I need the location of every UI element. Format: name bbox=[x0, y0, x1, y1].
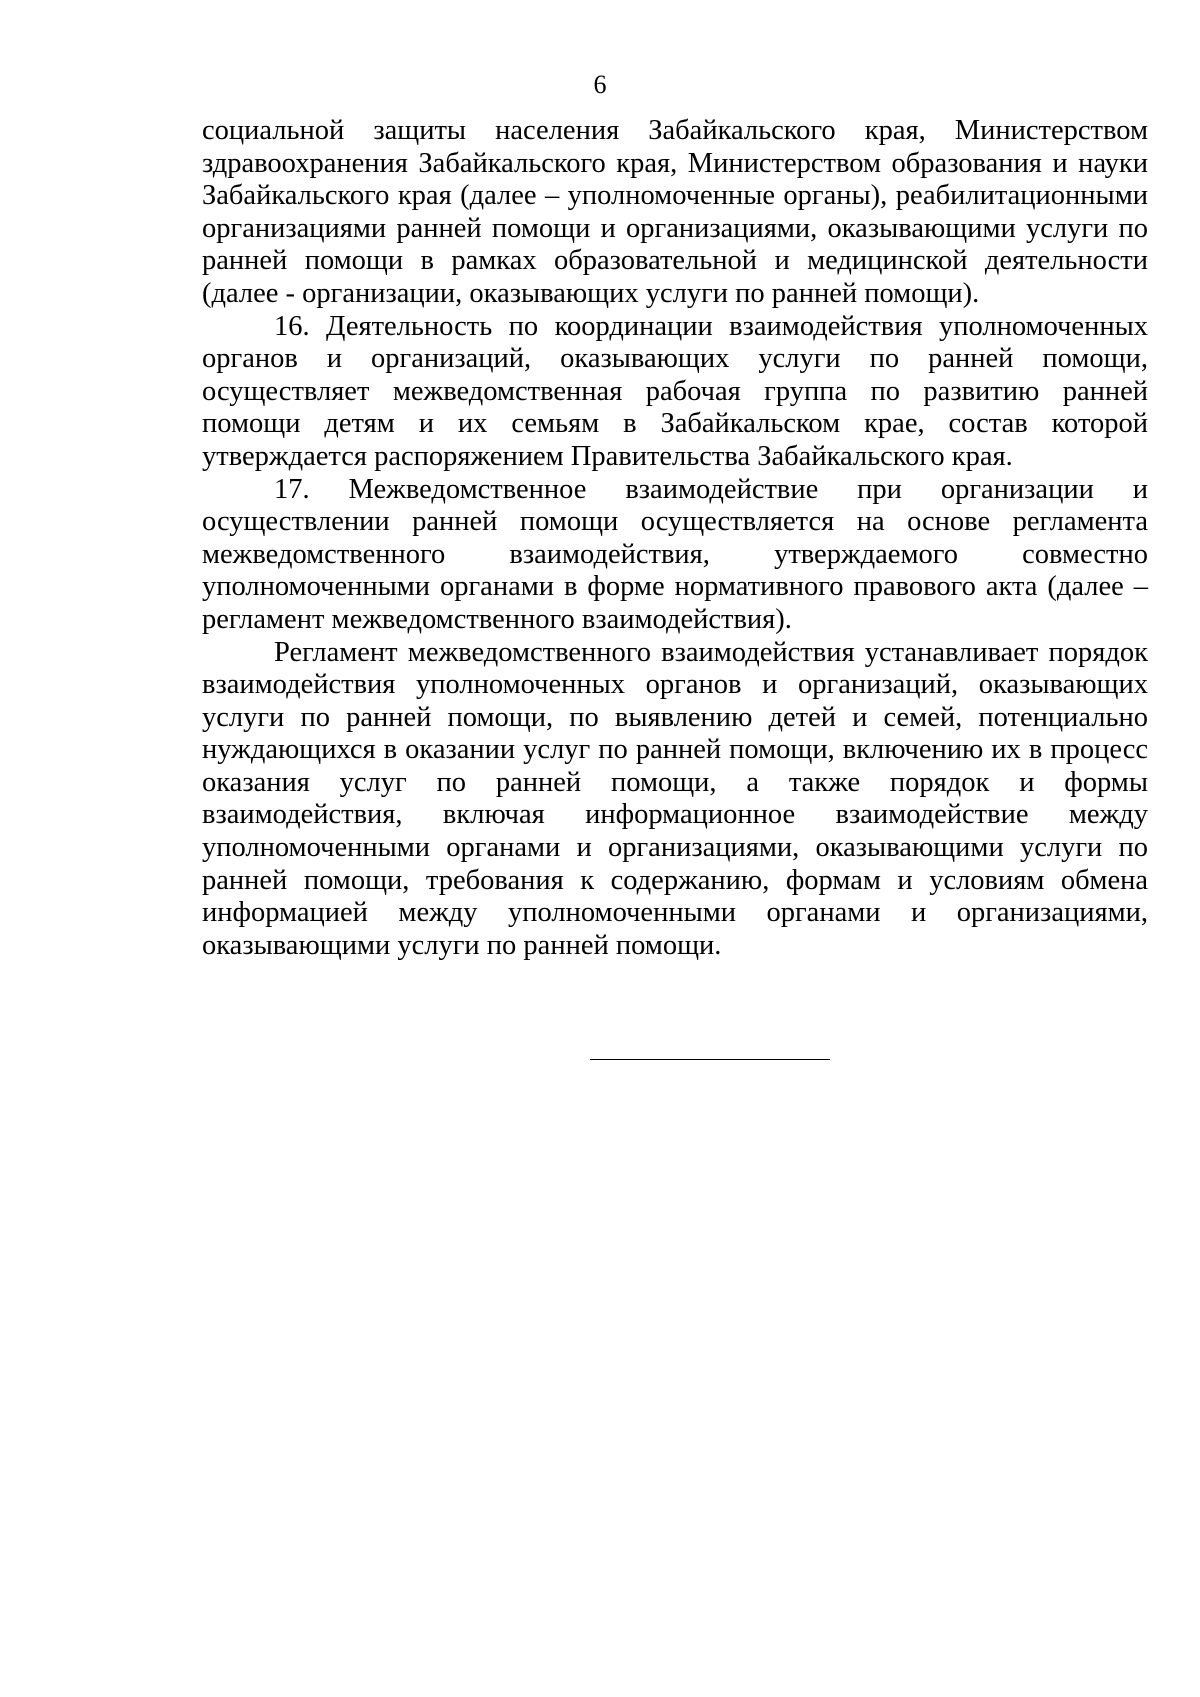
paragraph-16: 16. Деятельность по координации взаимодействия уполномоченных органов и организаций, оказывающих услуги по ранней помощи, осуществляет межведомственная рабочая группа по развитию ранней помощи детям и их семьям в Забайкальском крае, состав которой утверждается распоряжением Правительства Забайкальского края. bbox=[202, 310, 1148, 472]
document-body bbox=[202, 115, 1148, 962]
paragraph-regulation: Регламент межведомственного взаимодействия устанавливает порядок взаимодействия уполномоченных органов и организаций, оказывающих услуги по ранней помощи, по выявлению детей и семей, потенциально нуждающихся в оказании услуг по ранней помощи, включению их в процесс оказания услуг по ранней помощи, а также порядок и формы взаимодействия, включая информационное взаимодействие между уполномоченными органами и организациями, оказывающими услуги по ранней помощи, требования к содержанию, формам и условиям обмена информацией между уполномоченными органами и организациями, оказывающими услуги по ранней помощи. bbox=[202, 636, 1148, 961]
paragraph-continuation: социальной защиты населения Забайкальского края, Министерством здравоохранения Забайкальского края, Министерством образования и науки Забайкальского края (далее – уполномоченные органы), реабилитационными организациями ранней помощи и организациями, оказывающими услуги по ранней помощи в рамках образовательной и медицинской деятельности (далее - организации, оказывающих услуги по ранней помощи). bbox=[202, 115, 1148, 309]
paragraph-17: 17. Межведомственное взаимодействие при организации и осуществлении ранней помощи осуществляется на основе регламента межведомственного взаимодействия, утверждаемого совместно уполномоченными органами в форме нормативного правового акта (далее – регламент межведомственного взаимодействия). bbox=[202, 473, 1148, 635]
page-number: 6 bbox=[593, 70, 607, 99]
end-of-document-rule bbox=[590, 1059, 830, 1060]
